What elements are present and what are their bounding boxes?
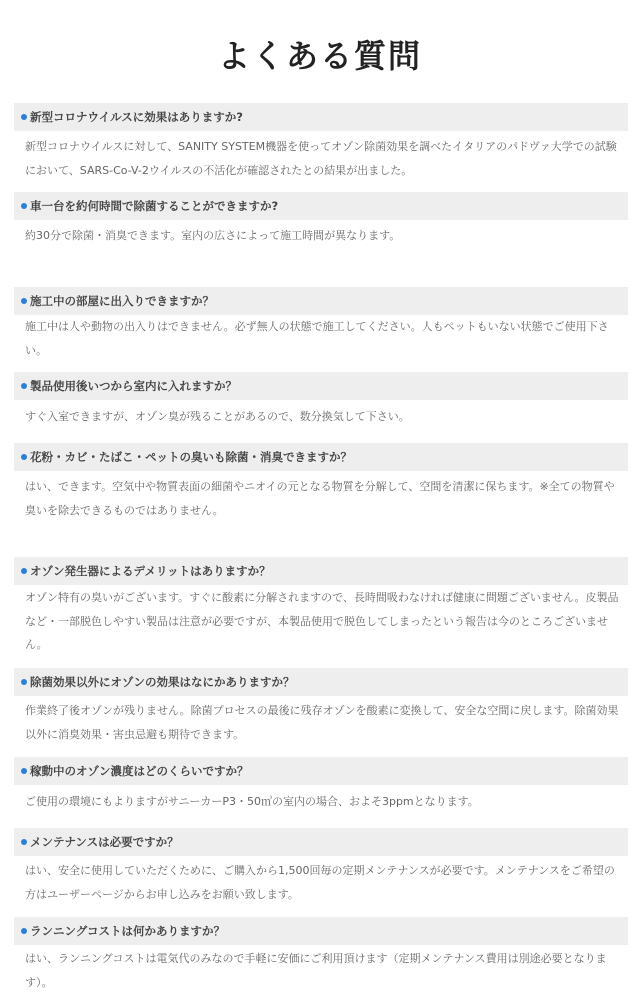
bullet-icon (21, 298, 27, 304)
bullet-icon (21, 768, 27, 774)
faq-question-text: 製品使用後いつから室内に入れますか？ (30, 379, 237, 393)
faq-answer-10: はい、ランニングコストは電気代のみなので手軽に安価にご利用頂けます（定期メンテナンス費用は別途必要となります）。 (25, 952, 607, 989)
bullet-icon (21, 383, 27, 389)
faq-question-text: ランニングコストは何かありますか？ (30, 924, 226, 938)
faq-question-9 (14, 828, 628, 856)
faq-question-text: 車一台を約何時間で除菌することができますか? (30, 199, 279, 213)
faq-question-text: 新型コロナウイルスに効果はありますか? (30, 110, 243, 124)
faq-question-2 (14, 192, 628, 220)
page-title: よくある質問 (217, 37, 422, 75)
bullet-icon (21, 203, 27, 209)
faq-answer-4: すぐ入室できますが、オゾン臭が残ることがあるので、数分換気して下さい。 (25, 410, 410, 423)
bullet-icon (21, 114, 27, 120)
bullet-icon (21, 839, 27, 845)
bullet-icon (21, 679, 27, 685)
faq-answer-6: オゾン特有の臭いがございます。すぐに酸素に分解されますので、長時間吸わなければ健康に問題ございません。皮製品など・一部脱色しやすい製品は注意が必要ですが、本製品使用で脱色してしまったという報告は今のところございません。 (25, 591, 619, 651)
faq-answer-7: 作業終了後オゾンが残りません。除菌プロセスの最後に残存オゾンを酸素に変換して、安全な空間に戻します。除菌効果以外に消臭効果・害虫忌避も期待できます。 (25, 704, 619, 741)
bullet-icon (21, 568, 27, 574)
faq-question-text: 花粉・カビ・たばこ・ペットの臭いも除菌・消臭できますか？ (30, 450, 352, 464)
faq-answer-2: 約30分で除菌・消臭できます。室内の広さによって施工時間が異なります。 (25, 229, 401, 242)
faq-answer-5: はい、できます。空気中や物質表面の細菌やニオイの元となる物質を分解して、空間を清潔に保ちます。※全ての物質や臭いを除去できるものではありません。 (25, 480, 615, 517)
bullet-icon (21, 454, 27, 460)
faq-question-6 (14, 557, 628, 585)
faq-question-5 (14, 443, 628, 471)
faq-question-text: メンテナンスは必要ですか？ (30, 835, 179, 849)
faq-question-3 (14, 287, 628, 315)
faq-question-10 (14, 917, 628, 945)
faq-question-text: オゾン発生器によるデメリットはありますか？ (30, 564, 271, 578)
faq-question-7 (14, 668, 628, 696)
faq-question-text: 稼動中のオゾン濃度はどのくらいですか？ (30, 764, 249, 778)
bullet-icon (21, 928, 27, 934)
faq-answer-3: 施工中は人や動物の出入りはできません。必ず無人の状態で施工してください。人もペットもいない状態でご使用下さい。 (25, 320, 609, 357)
faq-question-8 (14, 757, 628, 785)
faq-question-1 (14, 103, 628, 131)
faq-answer-9: はい、安全に使用していただくために、ご購入から1,500回毎の定期メンテナンスが必要です。メンテナンスをご希望の方はユーザーページからお申し込みをお願い致します。 (25, 864, 615, 901)
faq-answer-1: 新型コロナウイルスに対して、SANITY SYSTEM機器を使ってオゾン除菌効果を調べたイタリアのパドヴァ大学での試験において、SARS-Co-V-2ウイルスの不活化が確認されたとの結果が出ました。 (25, 140, 617, 177)
faq-question-text: 除菌効果以外にオゾンの効果はなにかありますか？ (30, 675, 295, 689)
faq-question-text: 施工中の部屋に出入りできますか？ (30, 294, 214, 308)
faq-answer-8: ご使用の環境にもよりますがサニーカーP3・50㎥の室内の場合、およそ3ppmとなります。 (25, 795, 479, 808)
faq-question-4 (14, 372, 628, 400)
